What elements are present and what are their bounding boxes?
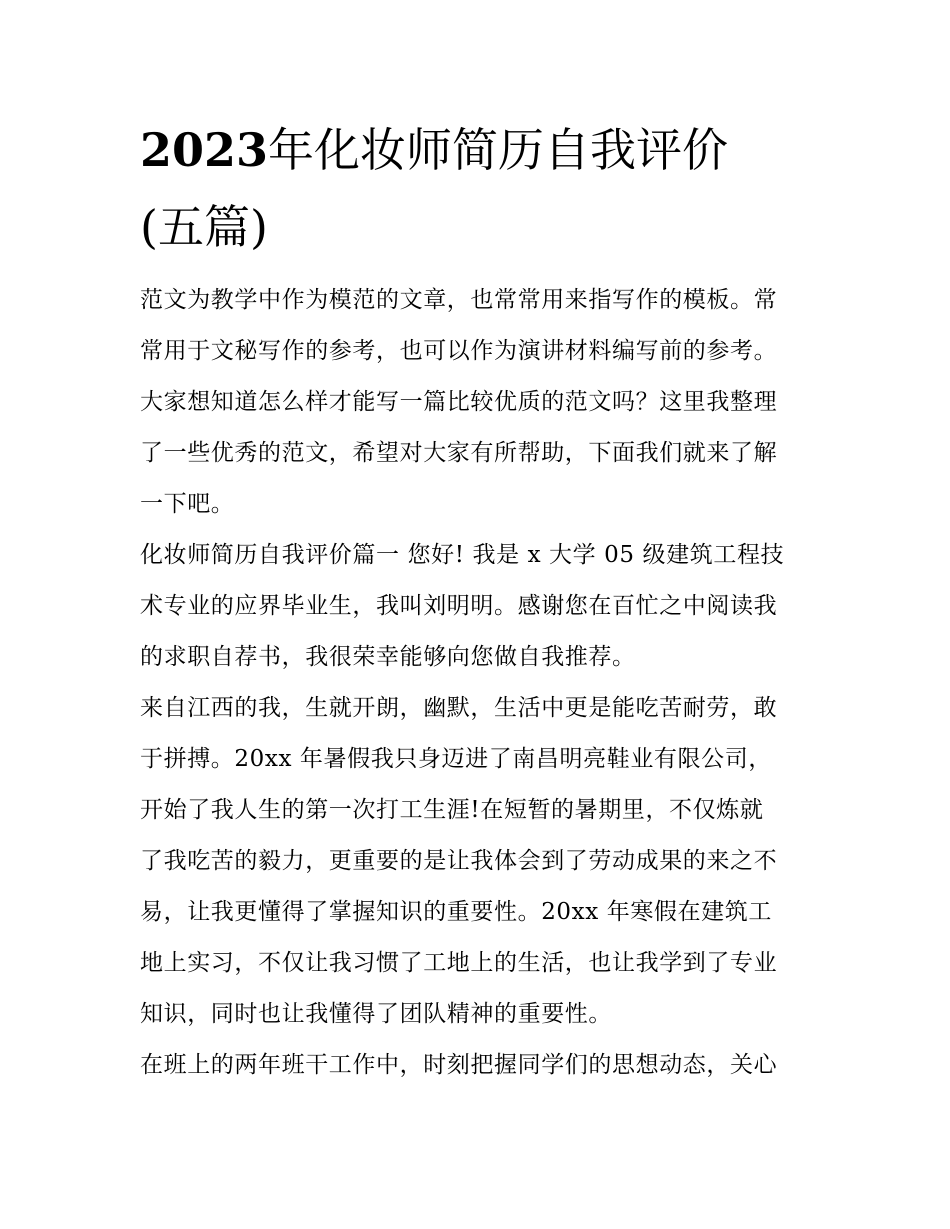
text-line: 范文为教学中作为模范的文章，也常常用来指写作的模板。常 [140,287,778,313]
text-line: 了一些优秀的范文，希望对大家有所帮助，下面我们就来了解 [140,440,778,466]
document-body [140,275,816,1091]
text-line: 化妆师简历自我评价篇一 您好! 我是 x 大学 05 级建筑工程技 [140,542,785,568]
text-line: 地上实习，不仅让我习惯了工地上的生活，也让我学到了专业 [140,950,778,976]
text-line: 术专业的应界毕业生，我叫刘明明。感谢您在百忙之中阅读我 [140,593,778,619]
text-line: 易，让我更懂得了掌握知识的重要性。20xx 年寒假在建筑工 [140,899,772,925]
text-line: 常用于文秘写作的参考，也可以作为演讲材料编写前的参考。 [140,338,778,364]
text-line: 大家想知道怎么样才能写一篇比较优质的范文吗？这里我整理 [140,389,778,415]
document-title [140,112,830,266]
text-line: 的求职自荐书，我很荣幸能够向您做自我推荐。 [140,644,636,670]
text-line: 来自江西的我，生就开朗，幽默，生活中更是能吃苦耐劳，敢 [140,695,778,721]
title-text: 年化妆师简历自我评价 [268,123,729,177]
text-line: 于拼搏。20xx 年暑假我只身迈进了南昌明亮鞋业有限公司， [140,746,772,772]
text-line: 一下吧。 [140,491,235,517]
text-line: 开始了我人生的第一次打工生涯!在短暂的暑期里，不仅炼就 [140,797,764,823]
text-line: 了我吃苦的毅力，更重要的是让我体会到了劳动成果的来之不 [140,848,778,874]
text-line: 知识，同时也让我懂得了团队精神的重要性。 [140,1001,612,1027]
title-subtitle: (五篇) [140,200,268,254]
text-line: 在班上的两年班干工作中，时刻把握同学们的思想动态，关心 [140,1052,778,1078]
title-year: 2023 [140,123,269,177]
